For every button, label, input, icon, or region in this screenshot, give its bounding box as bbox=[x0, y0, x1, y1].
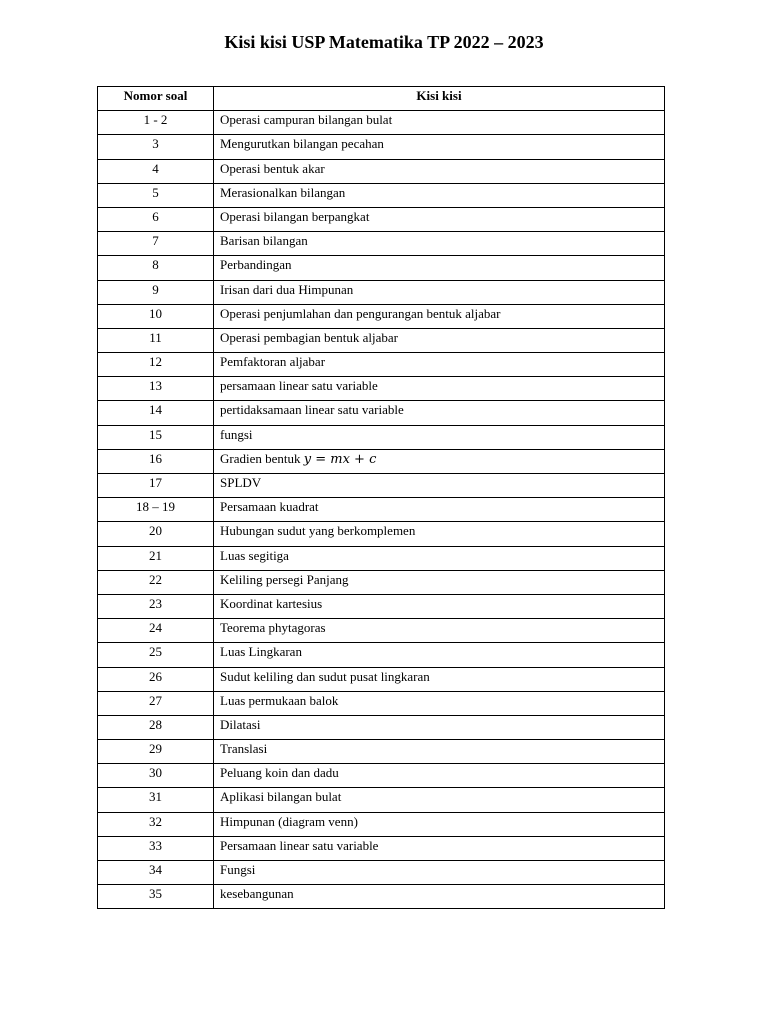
nomor-soal-cell: 3 bbox=[98, 135, 214, 159]
nomor-soal-cell: 30 bbox=[98, 764, 214, 788]
kisi-kisi-cell bbox=[214, 788, 665, 812]
kisi-kisi-cell bbox=[214, 183, 665, 207]
kisi-kisi-cell bbox=[214, 353, 665, 377]
kisi-kisi-text: Luas Lingkaran bbox=[220, 644, 302, 660]
kisi-kisi-text: Pemfaktoran aljabar bbox=[220, 354, 326, 370]
kisi-kisi-text: SPLDV bbox=[220, 475, 262, 490]
kisi-kisi-text: Sudut keliling dan sudut pusat lingkaran bbox=[220, 668, 430, 684]
nomor-soal-cell: 11 bbox=[98, 328, 214, 352]
kisi-kisi-cell bbox=[214, 594, 665, 618]
kisi-kisi-text: Keliling persegi Panjang bbox=[220, 571, 349, 587]
table-row bbox=[98, 522, 665, 546]
kisi-kisi-text: Peluang koin dan dadu bbox=[220, 765, 339, 781]
kisi-kisi-text: Operasi bentuk akar bbox=[220, 160, 325, 176]
nomor-soal-cell: 6 bbox=[98, 207, 214, 231]
nomor-soal-cell: 1 - 2 bbox=[98, 111, 214, 135]
kisi-kisi-cell bbox=[214, 740, 665, 764]
nomor-soal-cell: 7 bbox=[98, 232, 214, 256]
nomor-soal-cell: 13 bbox=[98, 377, 214, 401]
kisi-kisi-cell bbox=[214, 570, 665, 594]
kisi-kisi-cell bbox=[214, 256, 665, 280]
nomor-soal-cell: 22 bbox=[98, 570, 214, 594]
kisi-kisi-text: Barisan bilangan bbox=[220, 233, 308, 249]
kisi-kisi-text: Fungsi bbox=[220, 862, 256, 877]
kisi-kisi-text: Irisan dari dua Himpunan bbox=[220, 281, 354, 297]
kisi-kisi-cell bbox=[214, 304, 665, 328]
nomor-soal-cell: 29 bbox=[98, 740, 214, 764]
nomor-soal-cell: 24 bbox=[98, 619, 214, 643]
table-row bbox=[98, 861, 665, 885]
kisi-kisi-cell bbox=[214, 135, 665, 159]
table-row bbox=[98, 232, 665, 256]
nomor-soal-cell: 10 bbox=[98, 304, 214, 328]
nomor-soal-cell: 5 bbox=[98, 183, 214, 207]
kisi-kisi-text: pertidaksamaan linear satu variable bbox=[220, 402, 404, 418]
kisi-kisi-cell bbox=[214, 111, 665, 135]
table-row bbox=[98, 474, 665, 498]
nomor-soal-cell: 9 bbox=[98, 280, 214, 304]
table-row bbox=[98, 328, 665, 352]
kisi-kisi-cell bbox=[214, 425, 665, 449]
kisi-kisi-formula: y = mx + c bbox=[303, 451, 377, 467]
table-row bbox=[98, 764, 665, 788]
kisi-kisi-text: Hubungan sudut yang berkomplemen bbox=[220, 523, 416, 539]
nomor-soal-cell: 18 – 19 bbox=[98, 498, 214, 522]
kisi-kisi-cell bbox=[214, 280, 665, 304]
table-row bbox=[98, 546, 665, 570]
nomor-soal-cell: 12 bbox=[98, 353, 214, 377]
kisi-kisi-cell bbox=[214, 377, 665, 401]
table-row bbox=[98, 667, 665, 691]
table-row bbox=[98, 643, 665, 667]
header-nomor-soal: Nomor soal bbox=[98, 87, 214, 111]
kisi-kisi-text: Gradien bentuk bbox=[220, 450, 301, 466]
nomor-soal-cell: 27 bbox=[98, 691, 214, 715]
kisi-kisi-cell bbox=[214, 232, 665, 256]
kisi-kisi-cell bbox=[214, 812, 665, 836]
table-row bbox=[98, 449, 665, 473]
table-row bbox=[98, 570, 665, 594]
nomor-soal-cell: 15 bbox=[98, 425, 214, 449]
kisi-table bbox=[97, 86, 665, 909]
table-row bbox=[98, 207, 665, 231]
table-row bbox=[98, 812, 665, 836]
table-row bbox=[98, 183, 665, 207]
kisi-kisi-text: Mengurutkan bilangan pecahan bbox=[220, 136, 384, 152]
kisi-kisi-text: Teorema phytagoras bbox=[220, 620, 326, 636]
nomor-soal-cell: 4 bbox=[98, 159, 214, 183]
kisi-kisi-text: Merasionalkan bilangan bbox=[220, 184, 346, 200]
kisi-kisi-cell bbox=[214, 159, 665, 183]
table-body bbox=[98, 111, 665, 909]
kisi-kisi-cell bbox=[214, 401, 665, 425]
nomor-soal-cell: 21 bbox=[98, 546, 214, 570]
nomor-soal-cell: 20 bbox=[98, 522, 214, 546]
kisi-kisi-cell bbox=[214, 328, 665, 352]
kisi-kisi-cell bbox=[214, 885, 665, 909]
nomor-soal-cell: 23 bbox=[98, 594, 214, 618]
nomor-soal-cell: 31 bbox=[98, 788, 214, 812]
table-row bbox=[98, 280, 665, 304]
kisi-kisi-text: Persamaan linear satu variable bbox=[220, 837, 379, 853]
table-row bbox=[98, 135, 665, 159]
nomor-soal-cell: 34 bbox=[98, 861, 214, 885]
table-row bbox=[98, 715, 665, 739]
kisi-kisi-cell bbox=[214, 715, 665, 739]
kisi-kisi-cell bbox=[214, 546, 665, 570]
table-row bbox=[98, 377, 665, 401]
header-kisi-kisi: Kisi kisi bbox=[214, 87, 665, 111]
table-row bbox=[98, 788, 665, 812]
nomor-soal-cell: 17 bbox=[98, 474, 214, 498]
table-header-row bbox=[98, 87, 665, 111]
kisi-kisi-cell bbox=[214, 498, 665, 522]
kisi-kisi-cell bbox=[214, 836, 665, 860]
table-row bbox=[98, 401, 665, 425]
kisi-kisi-text: Luas permukaan balok bbox=[220, 692, 339, 708]
nomor-soal-cell: 16 bbox=[98, 449, 214, 473]
kisi-kisi-text: Himpunan (diagram venn) bbox=[220, 813, 358, 829]
kisi-kisi-text: Persamaan kuadrat bbox=[220, 499, 319, 515]
page-title: Kisi kisi USP Matematika TP 2022 – 2023 bbox=[224, 32, 544, 52]
table-row bbox=[98, 111, 665, 135]
kisi-kisi-text: Luas segitiga bbox=[220, 547, 289, 563]
nomor-soal-cell: 26 bbox=[98, 667, 214, 691]
table-row bbox=[98, 619, 665, 643]
table-row bbox=[98, 740, 665, 764]
kisi-kisi-cell bbox=[214, 764, 665, 788]
kisi-kisi-text: Perbandingan bbox=[220, 257, 292, 273]
kisi-kisi-text: kesebangunan bbox=[220, 886, 294, 902]
kisi-kisi-text: Operasi bilangan berpangkat bbox=[220, 208, 370, 224]
kisi-kisi-text: Translasi bbox=[220, 741, 268, 757]
kisi-kisi-cell bbox=[214, 522, 665, 546]
table-row bbox=[98, 836, 665, 860]
kisi-kisi-cell bbox=[214, 474, 665, 498]
kisi-kisi-text: Aplikasi bilangan bulat bbox=[220, 789, 342, 805]
kisi-kisi-text: Operasi pembagian bentuk aljabar bbox=[220, 329, 398, 345]
table-row bbox=[98, 498, 665, 522]
nomor-soal-cell: 35 bbox=[98, 885, 214, 909]
kisi-kisi-text: fungsi bbox=[220, 426, 253, 442]
kisi-kisi-cell bbox=[214, 643, 665, 667]
kisi-kisi-text: Dilatasi bbox=[220, 716, 261, 732]
nomor-soal-cell: 25 bbox=[98, 643, 214, 667]
kisi-kisi-cell bbox=[214, 691, 665, 715]
table-row bbox=[98, 304, 665, 328]
kisi-kisi-cell bbox=[214, 207, 665, 231]
table-row bbox=[98, 425, 665, 449]
table-row bbox=[98, 353, 665, 377]
table-row bbox=[98, 159, 665, 183]
kisi-kisi-text: Koordinat kartesius bbox=[220, 595, 323, 611]
table-row bbox=[98, 594, 665, 618]
kisi-kisi-cell bbox=[214, 619, 665, 643]
kisi-kisi-text: Operasi penjumlahan dan pengurangan bentuk aljabar bbox=[220, 305, 501, 321]
nomor-soal-cell: 33 bbox=[98, 836, 214, 860]
nomor-soal-cell: 28 bbox=[98, 715, 214, 739]
kisi-kisi-text: persamaan linear satu variable bbox=[220, 378, 378, 394]
nomor-soal-cell: 8 bbox=[98, 256, 214, 280]
kisi-kisi-text: Operasi campuran bilangan bulat bbox=[220, 112, 393, 128]
kisi-kisi-cell bbox=[214, 861, 665, 885]
kisi-kisi-cell bbox=[214, 449, 665, 473]
table-row bbox=[98, 691, 665, 715]
nomor-soal-cell: 14 bbox=[98, 401, 214, 425]
table-row bbox=[98, 256, 665, 280]
nomor-soal-cell: 32 bbox=[98, 812, 214, 836]
kisi-kisi-cell bbox=[214, 667, 665, 691]
table-row bbox=[98, 885, 665, 909]
